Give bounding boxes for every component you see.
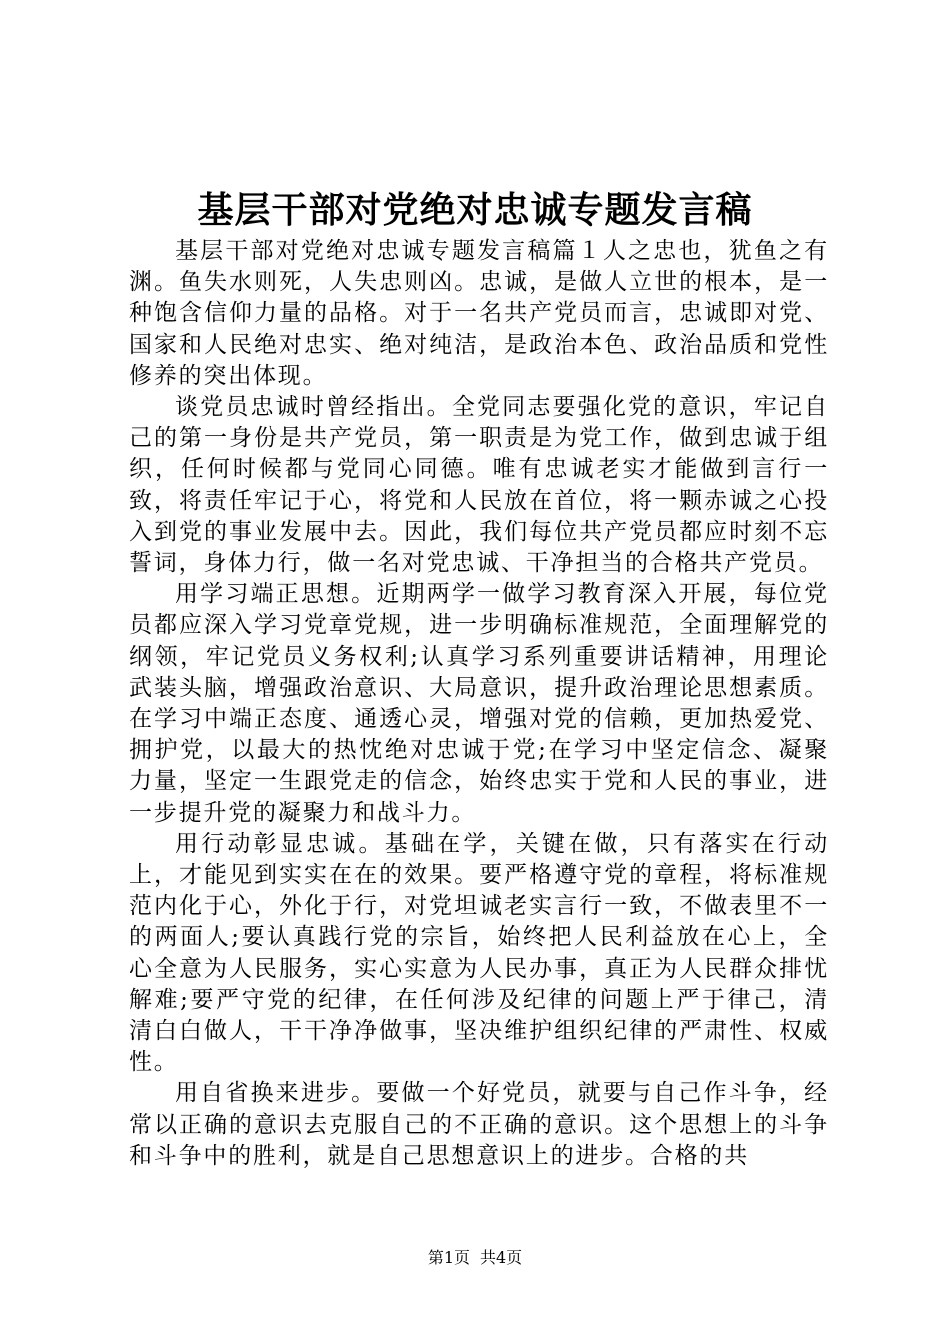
paragraph: 用自省换来进步。要做一个好党员，就要与自己作斗争，经常以正确的意识去克服自己的不正确的意识。这个思想上的斗争和斗争中的胜利，就是自己思想意识上的进步。合格的共: [129, 1080, 829, 1169]
paragraph: 用行动彰显忠诚。基础在学，关键在做，只有落实在行动上，才能见到实实在在的效果。要严格遵守党的章程，将标准规范内化于心，外化于行，对党坦诚老实言行一致，不做表里不一的两面人;要认真践行党的宗旨，始终把人民利益放在心上，全心全意为人民服务，实心实意为人民办事，真正为人民群众排忧解难;要严守党的纪律，在任何涉及纪律的问题上严于律己，清清白白做人，干干净净做事，坚决维护组织纪律的严肃性、权威性。: [129, 830, 829, 1076]
paragraph: 谈党员忠诚时曾经指出。全党同志要强化党的意识，牢记自己的第一身份是共产党员，第一职责是为党工作，做到忠诚于组织，任何时候都与党同心同德。唯有忠诚老实才能做到言行一致，将责任牢记于心，将党和人民放在首位，将一颗赤诚之心投入到党的事业发展中去。因此，我们每位共产党员都应时刻不忘誓词，身体力行，做一名对党忠诚、干净担当的合格共产党员。: [129, 394, 829, 577]
page-total: 共4页: [480, 1248, 523, 1267]
paragraph: 用学习端正思想。近期两学一做学习教育深入开展，每位党员都应深入学习党章党规，进一步明确标准规范，全面理解党的纲领，牢记党员义务权利;认真学习系列重要讲话精神，用理论武装头脑，增强政治意识、大局意识，提升政治理论思想素质。在学习中端正态度、通透心灵，增强对党的信赖，更加热爱党、拥护党，以最大的热忱绝对忠诚于党;在学习中坚定信念、凝聚力量，坚定一生跟党走的信念，始终忠实于党和人民的事业，进一步提升党的凝聚力和战斗力。: [129, 581, 829, 826]
page-footer: [0, 1246, 950, 1270]
document-title: 基层干部对党绝对忠诚专题发言稿: [197, 189, 753, 231]
paragraph: 基层干部对党绝对忠诚专题发言稿篇１人之忠也，犹鱼之有渊。鱼失水则死，人失忠则凶。忠诚，是做人立世的根本，是一种饱含信仰力量的品格。对于一名共产党员而言，忠诚即对党、国家和人民绝对忠实、绝对纯洁，是政治本色、政治品质和党性修养的突出体现。: [129, 238, 829, 389]
page-number: 第1页: [427, 1248, 470, 1267]
document-body: [129, 236, 829, 1172]
